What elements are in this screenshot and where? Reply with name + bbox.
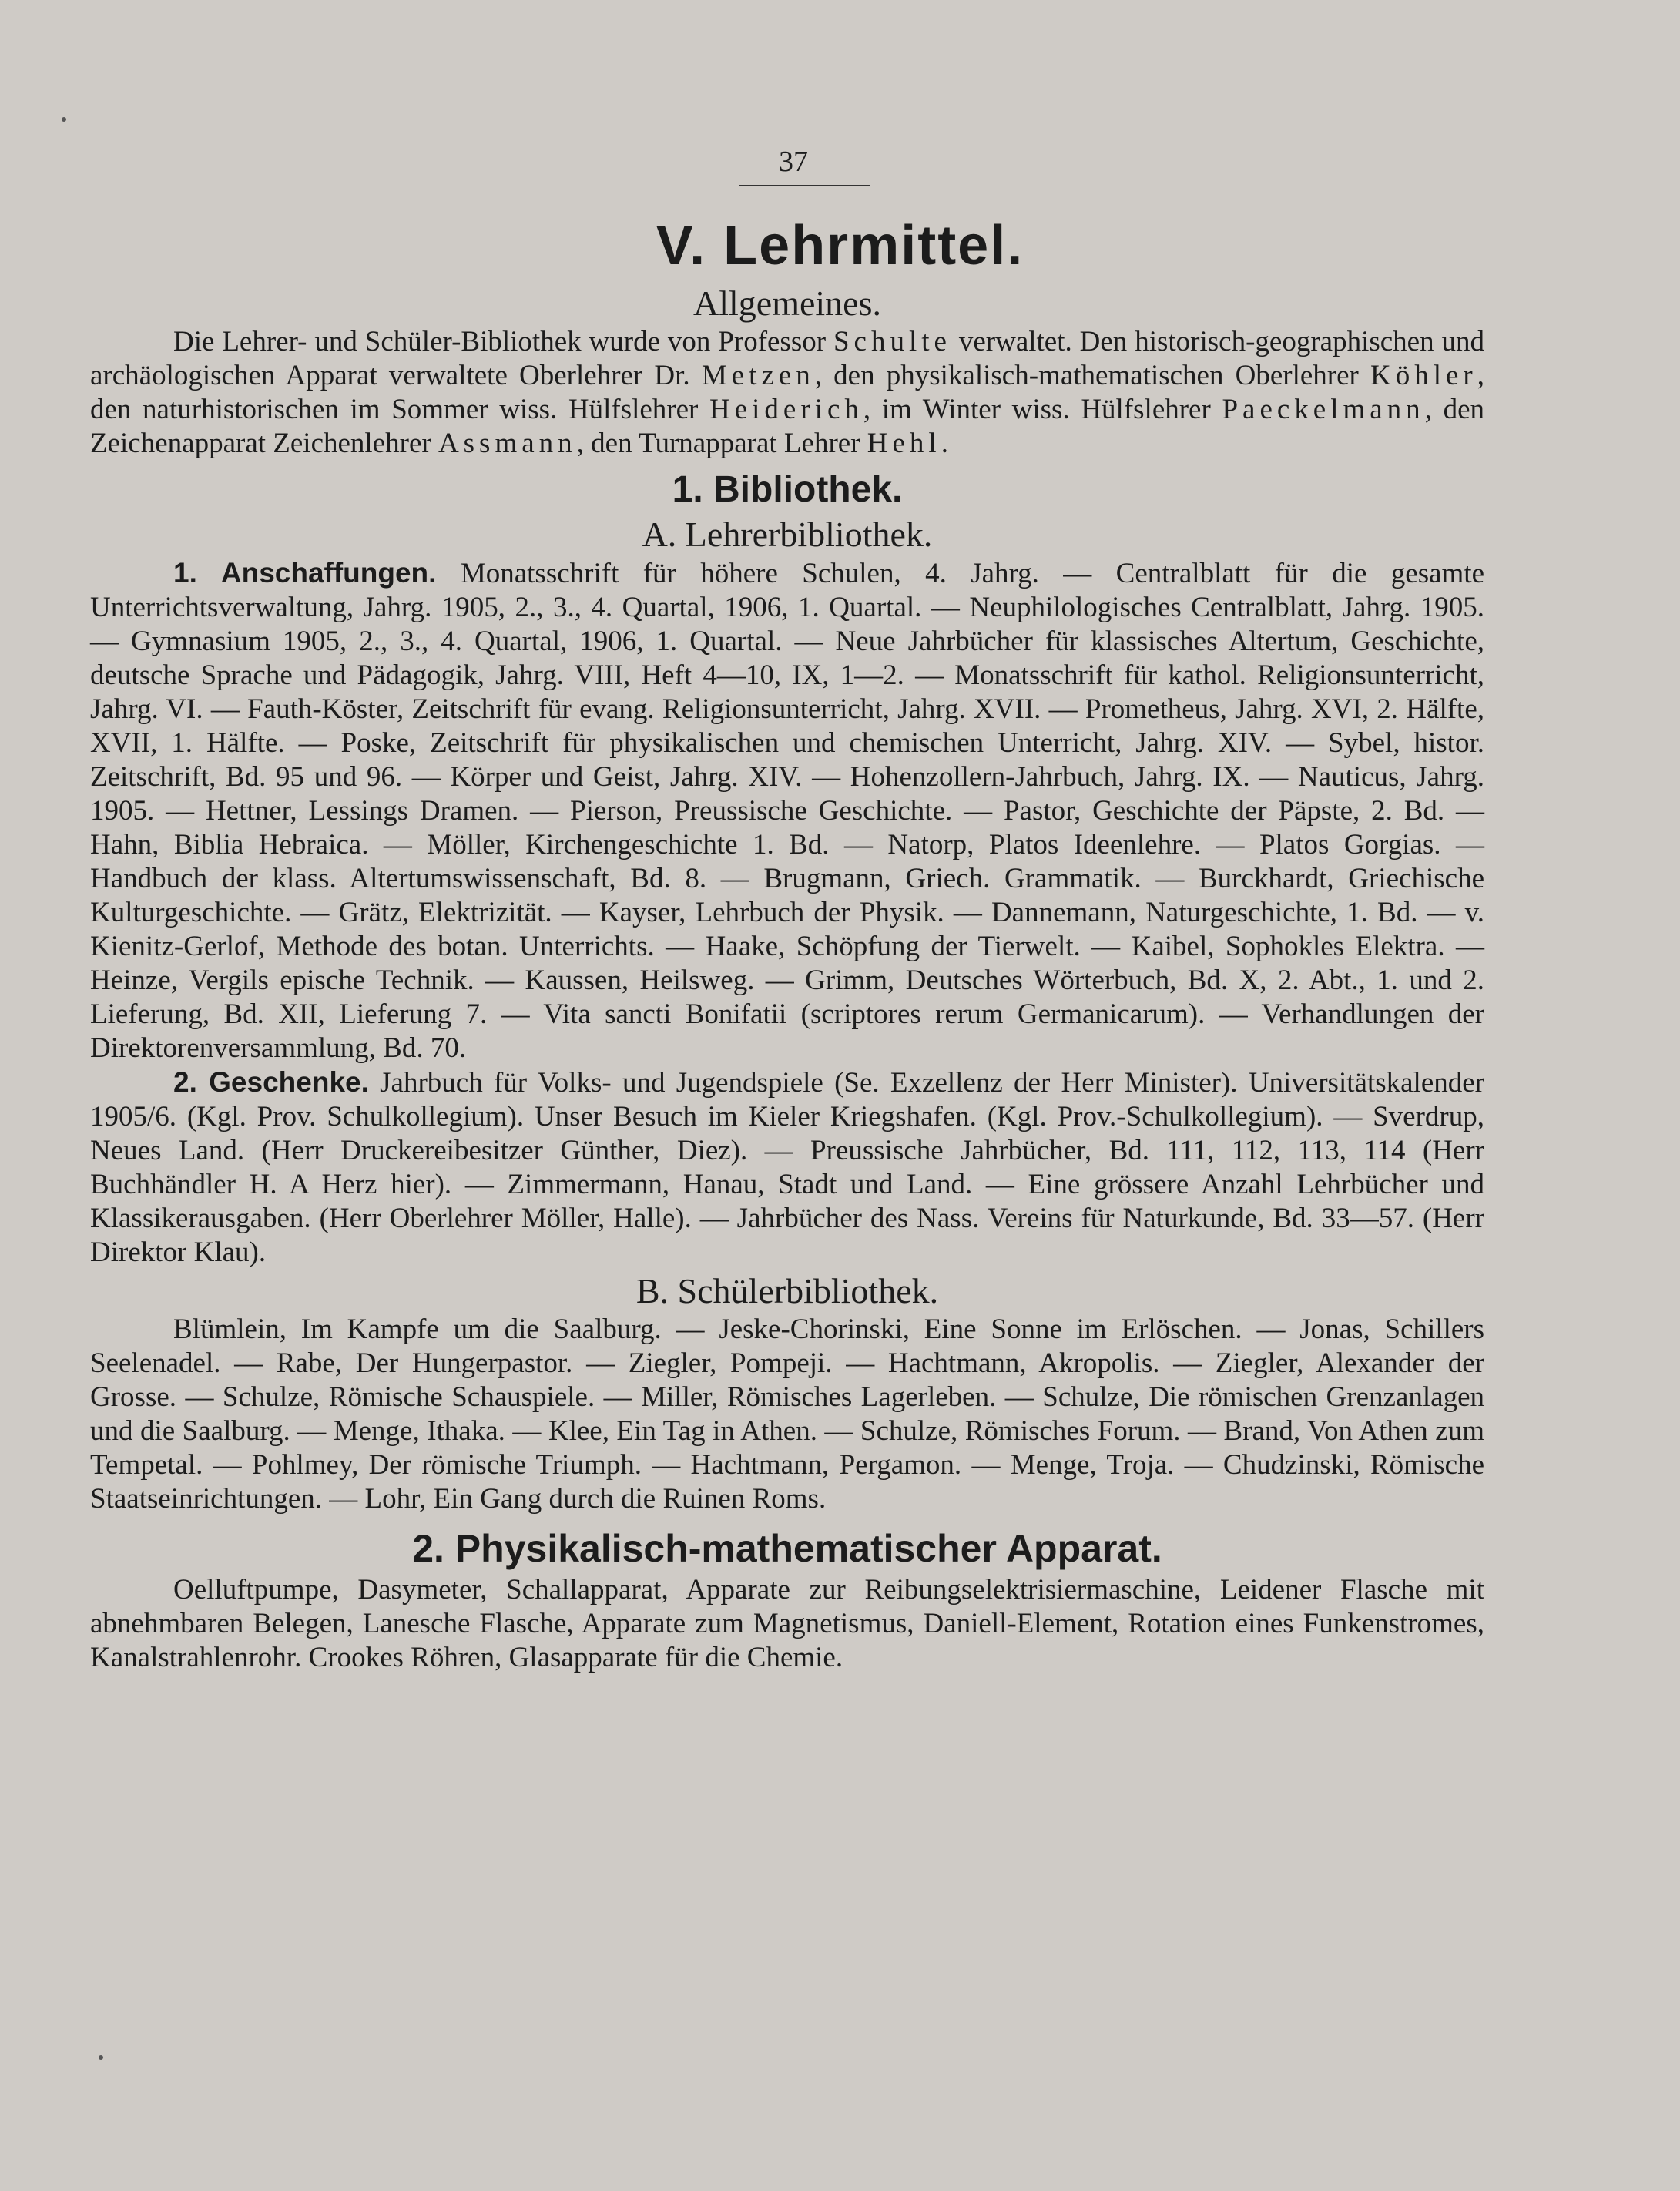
person-name: Paeckelmann — [1222, 394, 1425, 425]
person-name: Hehl — [867, 428, 941, 459]
person-name: Heiderich — [709, 394, 863, 425]
specks — [99, 2055, 103, 2060]
anschaffungen-paragraph — [90, 556, 1484, 1065]
person-name: Schulte — [833, 326, 951, 357]
bibliothek-heading: 1. Bibliothek. — [672, 469, 903, 510]
page-title: V. Lehrmittel. — [656, 215, 1024, 277]
schuelerbibliothek-heading: B. Schülerbibliothek. — [635, 1271, 939, 1310]
physik-heading: 2. Physikalisch-mathematischer Apparat. — [412, 1527, 1162, 1570]
specks — [62, 117, 66, 122]
allgemeines-paragraph: Die Lehrer- und Schüler-Bibliothek wurde von Professor Schulte verwaltet. Den historisch-geographischen und archäologischen Apparat verwaltete Oberlehrer Dr. Metzen, den physikalisch-mathematischen Oberlehrer Köhler, den naturhistorischen im Sommer wiss. Hülfslehrer Heiderich, im Winter wiss. Hülfslehrer Paeckelmann, den Zeichenapparat Zeichenlehrer Assmann, den Turnapparat Lehrer Hehl. — [90, 326, 1484, 459]
geschenke-text: Jahrbuch für Volks- und Jugendspiele (Se. Exzellenz der Herr Minister). Universitätskalender 1905/6. (Kgl. Prov. Schulkollegium). Unser Besuch im Kieler Kriegshafen. (Kgl. Prov.-Schulkollegium). — Sverdrup, Neues Land. (Herr Druckereibesitzer Günther, Diez). — Preussische Jahrbücher, Bd. 111, 112, 113, 114 (Herr Buchhändler H. A Herz hier). — Zimmermann, Hanau, Stadt und Land. — Eine grössere Anzahl Lehrbücher und Klassikerausgaben. (Herr Oberlehrer Möller, Halle). — Jahrbücher des Nass. Vereins für Naturkunde, Bd. 33—57. (Herr Direktor Klau). — [90, 1067, 1484, 1268]
lehrerbibliothek-heading: A. Lehrerbibliothek. — [642, 515, 933, 554]
schuelerbibliothek-paragraph: Blümlein, Im Kampfe um die Saalburg. — Jeske-Chorinski, Eine Sonne im Erlöschen. — Jonas, Schillers Seelenadel. — Rabe, Der Hungerpastor. — Ziegler, Pompeji. — Hachtmann, Akropolis. — Ziegler, Alexander der Grosse. — Schulze, Römische Schauspiele. — Miller, Römisches Lagerleben. — Schulze, Die römischen Grenzanlagen und die Saalburg. — Menge, Ithaka. — Klee, Ein Tag in Athen. — Schulze, Römisches Forum. — Brand, Von Athen zum Tempetal. — Pohlmey, Der römische Triumph. — Hachtmann, Pergamon. — Menge, Troja. — Chudzinski, Römische Staatseinrichtungen. — Lohr, Ein Gang durch die Ruinen Roms. — [90, 1314, 1484, 1515]
page-number-rule — [739, 185, 870, 186]
physik-paragraph: Oelluftpumpe, Dasymeter, Schallapparat, Apparate zur Reibungselektrisiermaschine, Leidener Flasche mit abnehmbaren Belegen, Lanesche Flasche, Apparate zum Magnetismus, Daniell-Element, Rotation eines Funkenstromes, Kanalstrahlenrohr. Crookes Röhren, Glasapparate für die Chemie. — [90, 1574, 1484, 1673]
geschenke-paragraph — [90, 1065, 1484, 1270]
page-content — [90, 282, 1484, 1675]
allgemeines-heading: Allgemeines. — [693, 284, 881, 323]
person-name: Köhler — [1370, 360, 1477, 391]
person-name: Metzen — [701, 360, 815, 391]
page-number: 37 — [779, 146, 808, 178]
geschenke-label: 2. Geschenke. — [173, 1066, 369, 1098]
anschaffungen-text: Monatsschrift für höhere Schulen, 4. Jahrg. — Centralblatt für die gesamte Unterrichtsverwaltung, Jahrg. 1905, 2., 3., 4. Quartal, 1906, 1. Quartal. — Neuphilologisches Centralblatt, Jahrg. 1905. — Gymnasium 1905, 2., 3., 4. Quartal, 1906, 1. Quartal. — Neue Jahrbücher für klassisches Altertum, Geschichte, deutsche Sprache und Pädagogik, Jahrg. VIII, Heft 4—10, IX, 1—2. — Monatsschrift für kathol. Religionsunterricht, Jahrg. VI. — Fauth-Köster, Zeitschrift für evang. Religionsunterricht, Jahrg. XVII. — Prometheus, Jahrg. XVI, 2. Hälfte, XVII, 1. Hälfte. — Poske, Zeitschrift für physikalischen und chemischen Unterricht, Jahrg. XIV. — Sybel, histor. Zeitschrift, Bd. 95 und 96. — Körper und Geist, Jahrg. XIV. — Hohenzollern-Jahrbuch, Jahrg. IX. — Nauticus, Jahrg. 1905. — Hettner, Lessings Dramen. — Pierson, Preussische Geschichte. — Pastor, Geschichte der Päpste, 2. Bd. — Hahn, Biblia Hebraica. — Möller, Kirchengeschichte 1. Bd. — Natorp, Platos Ideenlehre. — Platos Gorgias. — Handbuch der klass. Altertumswissenschaft, Bd. 8. — Brugmann, Griech. Grammatik. — Burckhardt, Griechische Kulturgeschichte. — Grätz, Elektrizität. — Kayser, Lehrbuch der Physik. — Dannemann, Naturgeschichte, 1. Bd. — v. Kienitz-Gerlof, Methode des botan. Unterrichts. — Haake, Schöpfung der Tierwelt. — Kaibel, Sophokles Elektra. — Heinze, Vergils epische Technik. — Kaussen, Heilsweg. — Grimm, Deutsches Wörterbuch, Bd. X, 2. Abt., 1. und 2. Lieferung, Bd. XII, Lieferung 7. — Vita sancti Bonifatii (scriptores rerum Germanicarum). — Verhandlungen der Direktorenversammlung, Bd. 70. — [90, 558, 1485, 1064]
person-name: Assmann — [438, 428, 577, 459]
anschaffungen-label: 1. Anschaffungen. — [173, 557, 437, 589]
